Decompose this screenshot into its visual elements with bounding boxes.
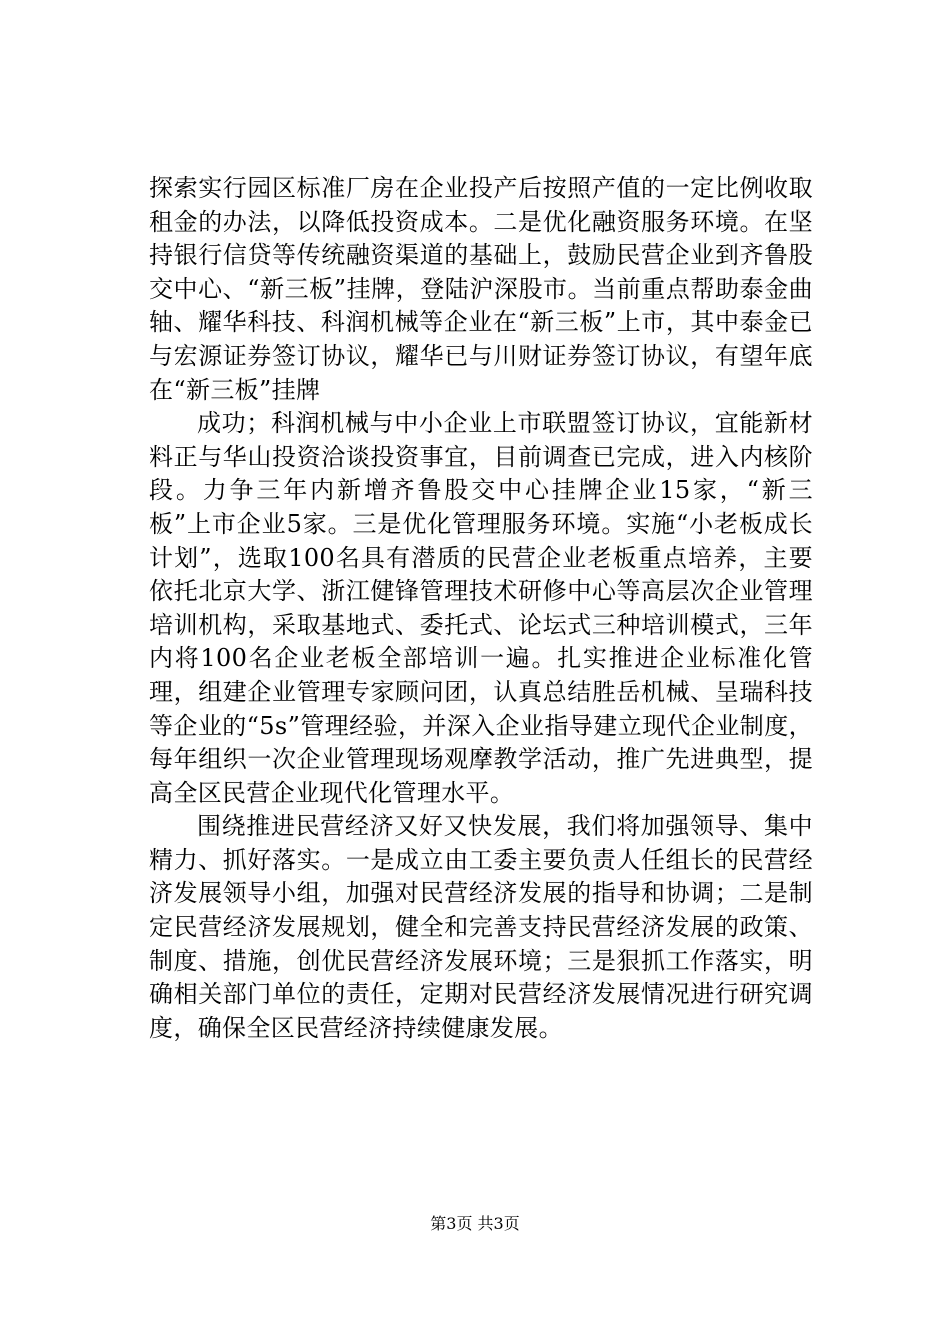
document-body bbox=[149, 172, 813, 1045]
paragraph-3: 围绕推进民营经济又好又快发展，我们将加强领导、集中精力、抓好落实。一是成立由工委主要负责人任组长的民营经济发展领导小组，加强对民营经济发展的指导和协调；二是制定民营经济发展规划，健全和完善支持民营经济发展的政策、制度、措施，创优民营经济发展环境；三是狠抓工作落实，明确相关部门单位的责任，定期对民营经济发展情况进行研究调度，确保全区民营经济持续健康发展。 bbox=[149, 812, 813, 1042]
page-number-footer: 第3页 共3页 bbox=[430, 1214, 520, 1233]
paragraph-2: 成功；科润机械与中小企业上市联盟签订协议，宜能新材料正与华山投资洽谈投资事宜，目前调查已完成，进入内核阶段。力争三年内新增齐鲁股交中心挂牌企业15家，“新三板”上市企业5家。三是优化管理服务环境。实施“小老板成长计划”，选取100名具有潜质的民营企业老板重点培养，主要依托北京大学、浙江健锋管理技术研修中心等高层次企业管理培训机构，采取基地式、委托式、论坛式三种培训模式，三年内将100名企业老板全部培训一遍。扎实推进企业标准化管理，组建企业管理专家顾问团，认真总结胜岳机械、呈瑞科技等企业的“5s”管理经验，并深入企业指导建立现代企业制度，每年组织一次企业管理现场观摩教学活动，推广先进典型，提高全区民营企业现代化管理水平。 bbox=[149, 409, 813, 807]
paragraph-1: 探索实行园区标准厂房在企业投产后按照产值的一定比例收取租金的办法，以降低投资成本。二是优化融资服务环境。在坚持银行信贷等传统融资渠道的基础上，鼓励民营企业到齐鲁股交中心、“新三板”挂牌，登陆沪深股市。当前重点帮助泰金曲轴、耀华科技、科润机械等企业在“新三板”上市，其中泰金已与宏源证券签订协议，耀华已与川财证券签订协议，有望年底在“新三板”挂牌 bbox=[149, 174, 813, 404]
